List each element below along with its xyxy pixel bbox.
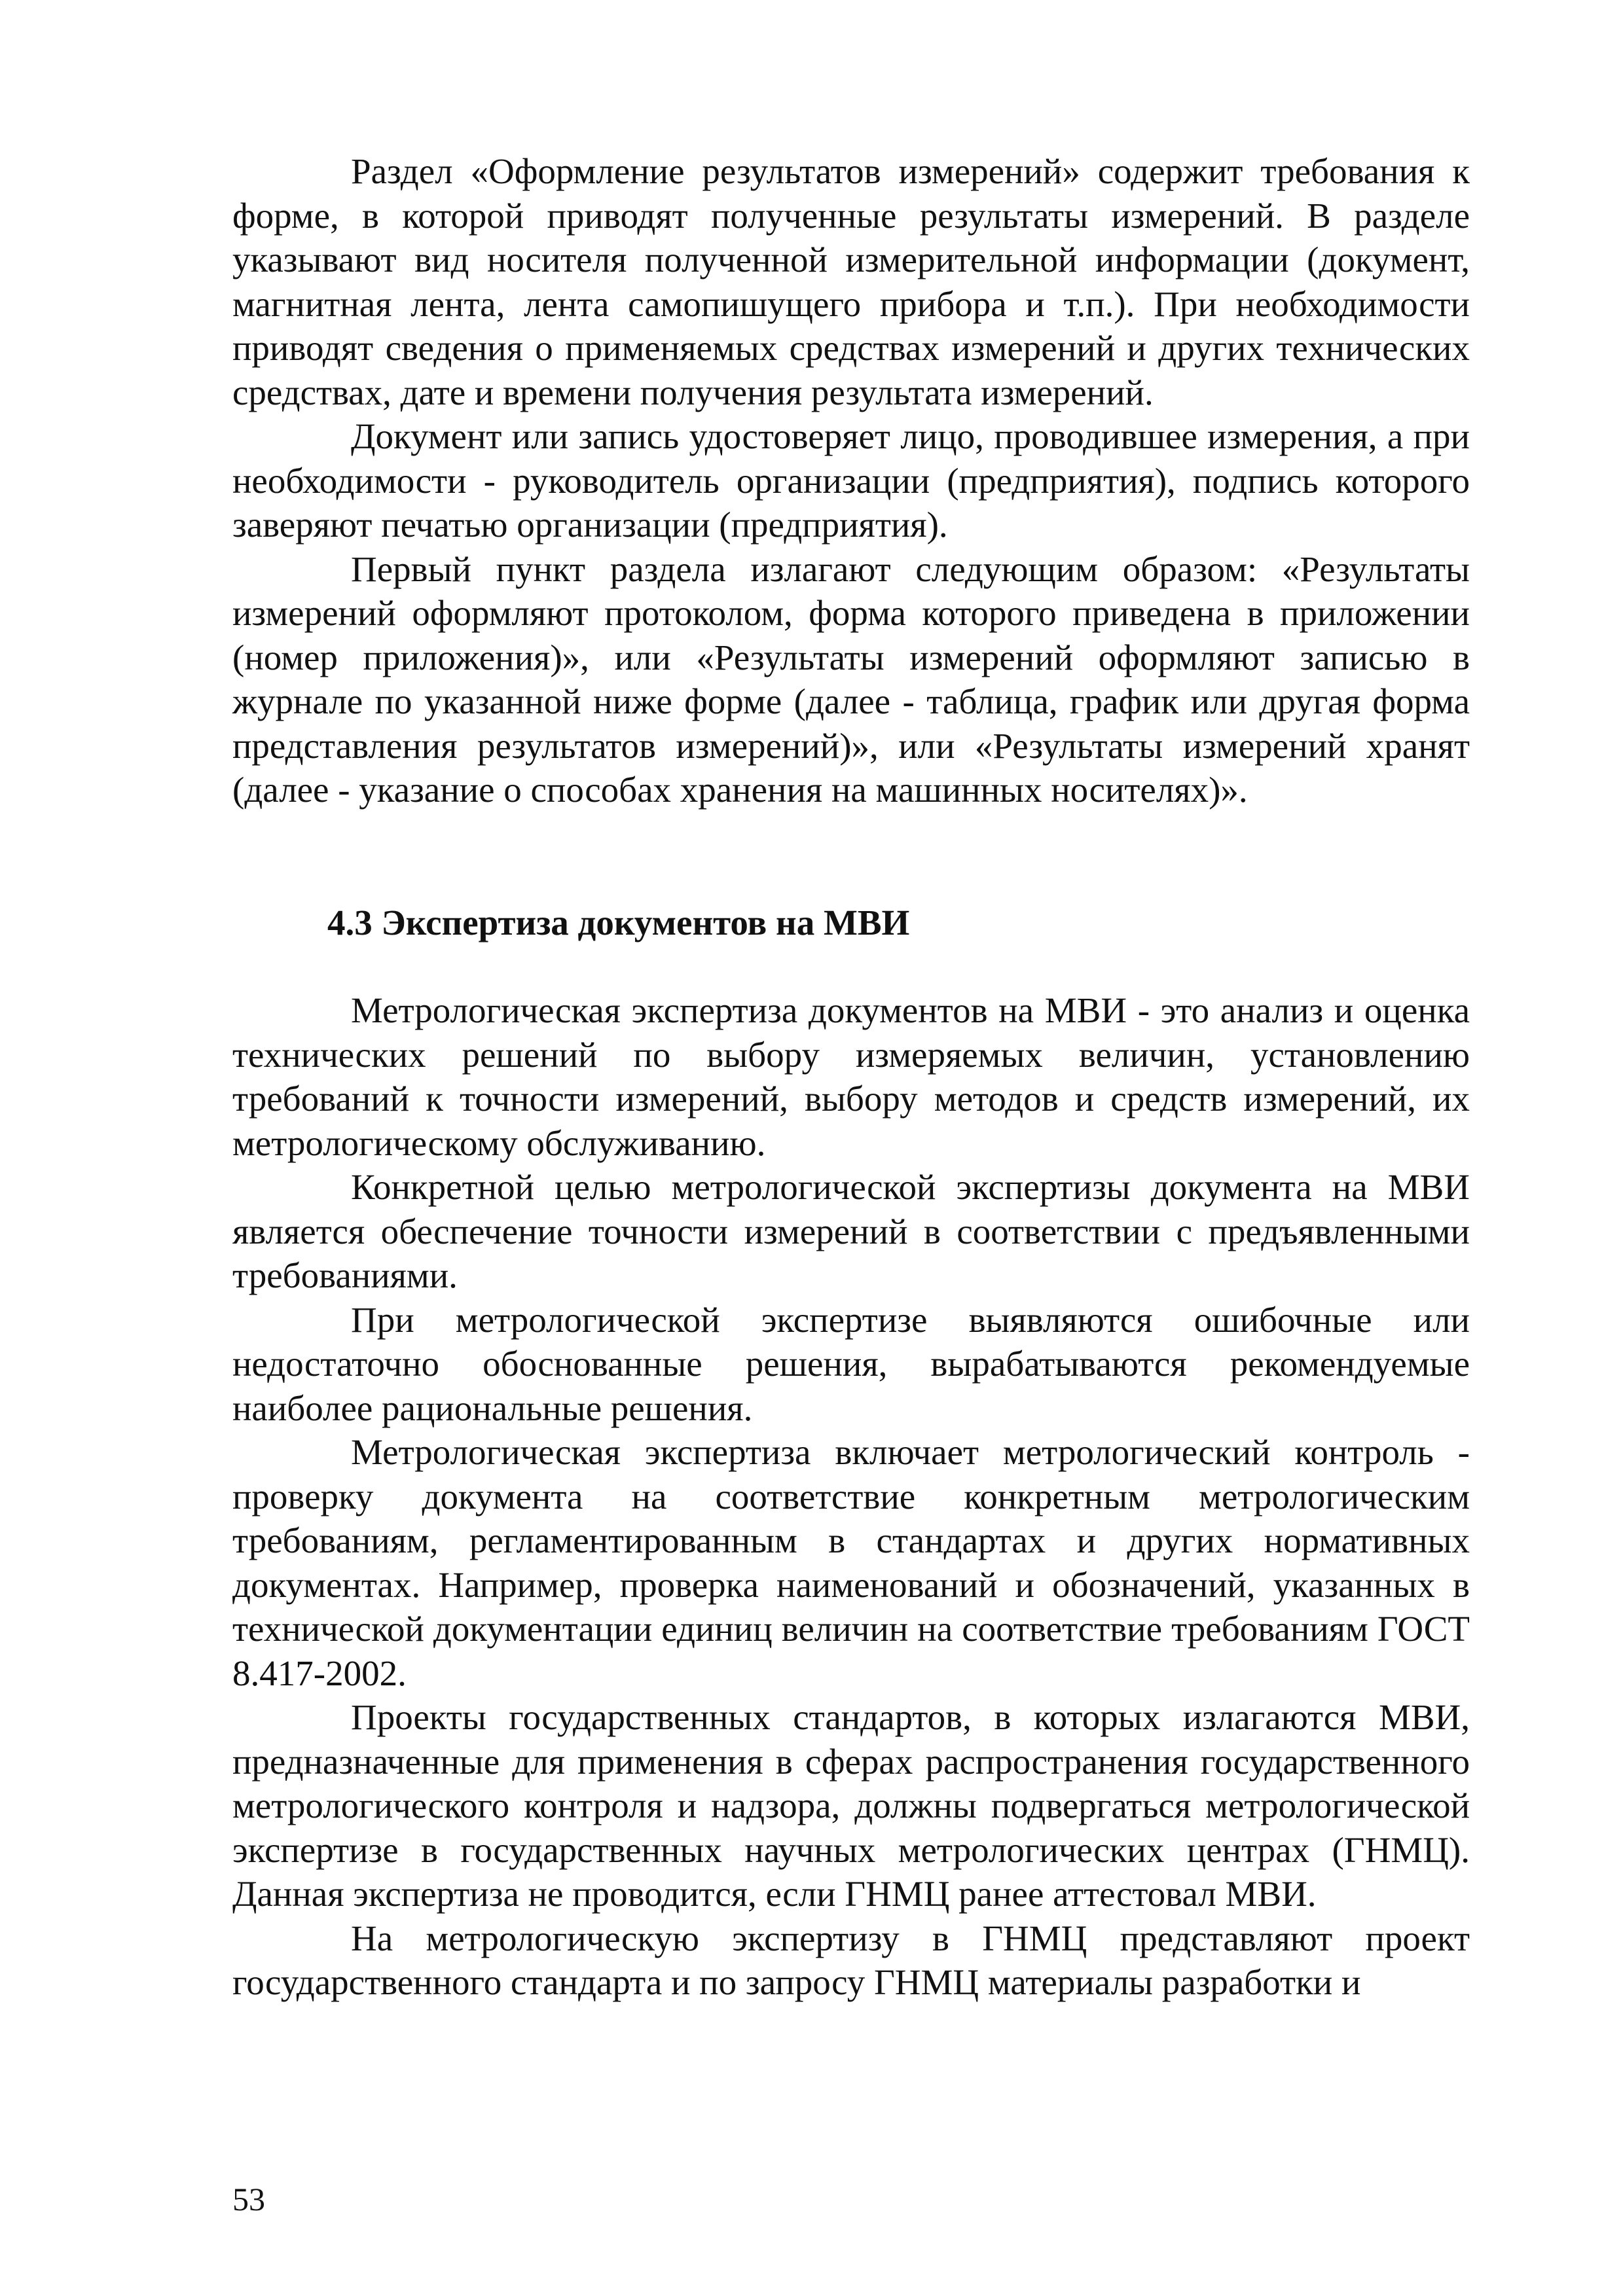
section-heading: 4.3 Экспертиза документов на МВИ [327,902,910,942]
paragraph-first-item: Первый пункт раздела излагают следующим образом: «Результаты измерений оформляют протоколом, форма которого приведена в приложении (номер приложения)», или «Результаты измерений оформляют записью в журнале по указанной ниже форме (далее - таблица, график или другая форма представления результатов измерений)», или «Результаты измерений хранят (далее - указание о способах хранения на машинных носителях)». [232,548,1470,810]
paragraph-expertise-findings: При метрологической экспертизе выявляются ошибочные или недостаточно обоснованные решения, вырабатываются рекомендуемые наиболее рациональные решения. [232,1299,1470,1428]
paragraph-document-certification: Документ или запись удостоверяет лицо, проводившее измерения, а при необходимости - руководитель организации (предприятия), подпись которого заверяют печатью организации (предприятия). [232,416,1470,545]
page-number: 53 [232,2181,265,2217]
paragraph-expertise-goal: Конкретной целью метрологической экспертизы документа на МВИ является обеспечение точности измерений в соответствии с предъявленными требованиями. [232,1167,1470,1295]
paragraph-state-standards: Проекты государственных стандартов, в которых излагаются МВИ, предназначенные для применения в сферах распространения государственного метрологического контроля и надзора, должны подвергаться метрологической экспертизе в государственных научных метрологических центрах (ГНМЦ). Данная экспертиза не проводится, если ГНМЦ ранее аттестовал МВИ. [232,1697,1470,1914]
page-body [232,149,1470,2005]
paragraph-results-section: Раздел «Оформление результатов измерений» содержит требования к форме, в которой приводят полученные результаты измерений. В разделе указывают вид носителя полученной измерительной информации (документ, магнитная лента, лента самопишущего прибора и т.п.). При необходимости приводят сведения о применяемых средствах измерений и других технических средствах, дате и времени получения результата измерений. [232,151,1470,412]
paragraph-metrological-control: Метрологическая экспертиза включает метрологический контроль - проверку документа на соответствие конкретным метрологическим требованиям, регламентированным в стандартах и других нормативных документах. Например, проверка наименований и обозначений, указанных в технической документации единиц величин на соответствие требованиям ГОСТ 8.417-2002. [232,1432,1470,1693]
paragraph-submission: На метрологическую экспертизу в ГНМЦ представляют проект государственного стандарта и по запросу ГНМЦ материалы разработки и [232,1918,1470,2002]
paragraph-expertise-definition: Метрологическая экспертиза документов на МВИ - это анализ и оценка технических решений по выбору измеряемых величин, установлению требований к точности измерений, выбору методов и средств измерений, их метрологическому обслуживанию. [232,990,1470,1163]
